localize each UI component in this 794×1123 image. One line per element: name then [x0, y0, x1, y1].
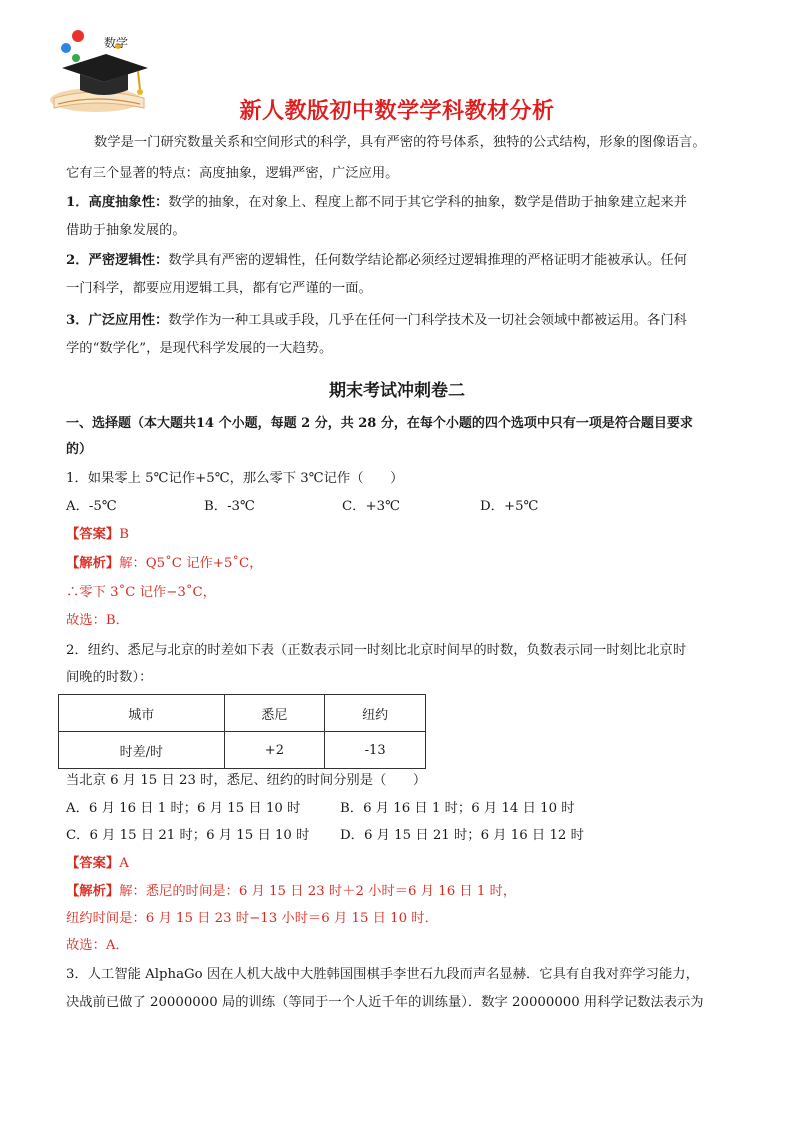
exam-title: 期末考试冲刺卷二 [329, 381, 465, 401]
point-2-line-1 [66, 252, 746, 270]
point-2-label: 2．严密逻辑性： [66, 253, 169, 268]
q2-option-d: D．6 月 15 日 21 时；6 月 16 日 12 时 [340, 828, 584, 843]
q1-answer-label: 【答案】 [66, 527, 120, 542]
q2-analysis-label: 【解析】 [66, 884, 120, 899]
q2-stem-line-2: 间晚的时数）： [66, 670, 153, 685]
q2-question: 当北京 6 月 15 日 23 时，悉尼、纽约的时间分别是（ ） [66, 773, 427, 788]
point-1-text: 数学的抽象，在对象上、程度上都不同于其它学科的抽象，数学是借助于抽象建立起来并 [168, 195, 687, 210]
q1-analysis-line-2: ∴零下 3˚C 记作−3˚C， [66, 585, 216, 600]
logo-label: 数学 [104, 36, 129, 50]
point-2-text: 数学具有严密的逻辑性，任何数学结论都必须经过逻辑推理的严格证明才能被承认。任何 [168, 253, 687, 268]
point-1-line-2: 借助于抽象发展的。 [66, 223, 186, 238]
q2-conclusion: 故选：A． [66, 938, 129, 953]
time-difference-table [58, 694, 426, 769]
q2-option-b: B．6 月 16 日 1 时；6 月 14 日 10 时 [340, 801, 575, 816]
q2-answer-label: 【答案】 [66, 856, 120, 871]
point-1-line-1 [66, 194, 746, 212]
table-header-cell: 城市 [59, 695, 225, 732]
table-header-cell: 纽约 [325, 695, 426, 732]
q1-option-d: D．+5℃ [480, 499, 539, 514]
table-header-cell: 悉尼 [224, 695, 325, 732]
q1-stem: 1．如果零上 5℃记作+5℃，那么零下 3℃记作（ ） [66, 471, 404, 486]
q1-option-c: C．+3℃ [342, 499, 400, 514]
q1-answer-value: B [119, 527, 129, 542]
page-title: 新人教版初中数学学科教材分析 [239, 99, 555, 124]
table-row [59, 732, 426, 769]
q1-conclusion: 故选：B． [66, 613, 129, 628]
q3-line-1: 3．人工智能 AlphaGo 因在人机大战中大胜韩国围棋手李世石九段而声名显赫．它具有自我对弈学习能力， [66, 967, 699, 982]
q1-option-b: B．-3℃ [204, 499, 255, 514]
point-2-line-2: 一门科学，都要应用逻辑工具，都有它严谨的一面。 [66, 281, 372, 296]
q2-option-c: C．6 月 15 日 21 时；6 月 15 日 10 时 [66, 828, 310, 843]
q1-analysis-text: 解：Q5˚C 记作+5˚C， [119, 556, 263, 571]
point-3-line-2: 学的“数学化”，是现代科学发展的一大趋势。 [66, 341, 333, 356]
q2-option-a: A．6 月 16 日 1 时；6 月 15 日 10 时 [66, 801, 301, 816]
q3-line-2: 决战前已做了 20000000 局的训练（等同于一个人近千年的训练量）．数字 20000000 用科学记数法表示为 [66, 995, 704, 1010]
point-3-text: 数学作为一种工具或手段，几乎在任何一门科学技术及一切社会领域中都被运用。各门科 [168, 313, 687, 328]
table-cell: +2 [224, 732, 325, 769]
q2-answer-value: A [119, 856, 129, 871]
q2-stem-line-1: 2．纽约、悉尼与北京的时差如下表（正数表示同一时刻比北京时间早的时数，负数表示同一时刻比北京时 [66, 643, 687, 658]
q2-analysis-line-2: 纽约时间是：6 月 15 日 23 时−13 小时＝6 月 15 日 10 时． [66, 911, 438, 926]
section-heading-line-2: 的） [66, 442, 93, 457]
q2-analysis-line-1 [66, 883, 746, 901]
q2-analysis-text: 解：悉尼的时间是：6 月 15 日 23 时＋2 小时＝6 月 16 日 1 时， [119, 884, 517, 899]
q1-answer [66, 526, 746, 544]
q1-option-a: A．-5℃ [66, 499, 117, 514]
q1-analysis-label: 【解析】 [66, 556, 120, 571]
point-1-label: 1．高度抽象性： [66, 195, 169, 210]
intro-line-2: 它有三个显著的特点：高度抽象，逻辑严密，广泛应用。 [66, 166, 399, 181]
point-3-label: 3．广泛应用性： [66, 313, 169, 328]
q2-answer [66, 855, 746, 873]
table-row [59, 695, 426, 732]
section-heading-line-1: 一、选择题（本大题共14 个小题，每题 2 分，共 28 分，在每个小题的四个选项中只有一项是符合题目要求 [66, 416, 693, 431]
table-cell: 时差/时 [59, 732, 225, 769]
point-3-line-1 [66, 312, 746, 330]
q1-analysis-line-1 [66, 555, 746, 573]
table-cell: -13 [325, 732, 426, 769]
intro-line-1: 数学是一门研究数量关系和空间形式的科学，具有严密的符号体系，独特的公式结构，形象的图像语言。 [94, 135, 706, 150]
